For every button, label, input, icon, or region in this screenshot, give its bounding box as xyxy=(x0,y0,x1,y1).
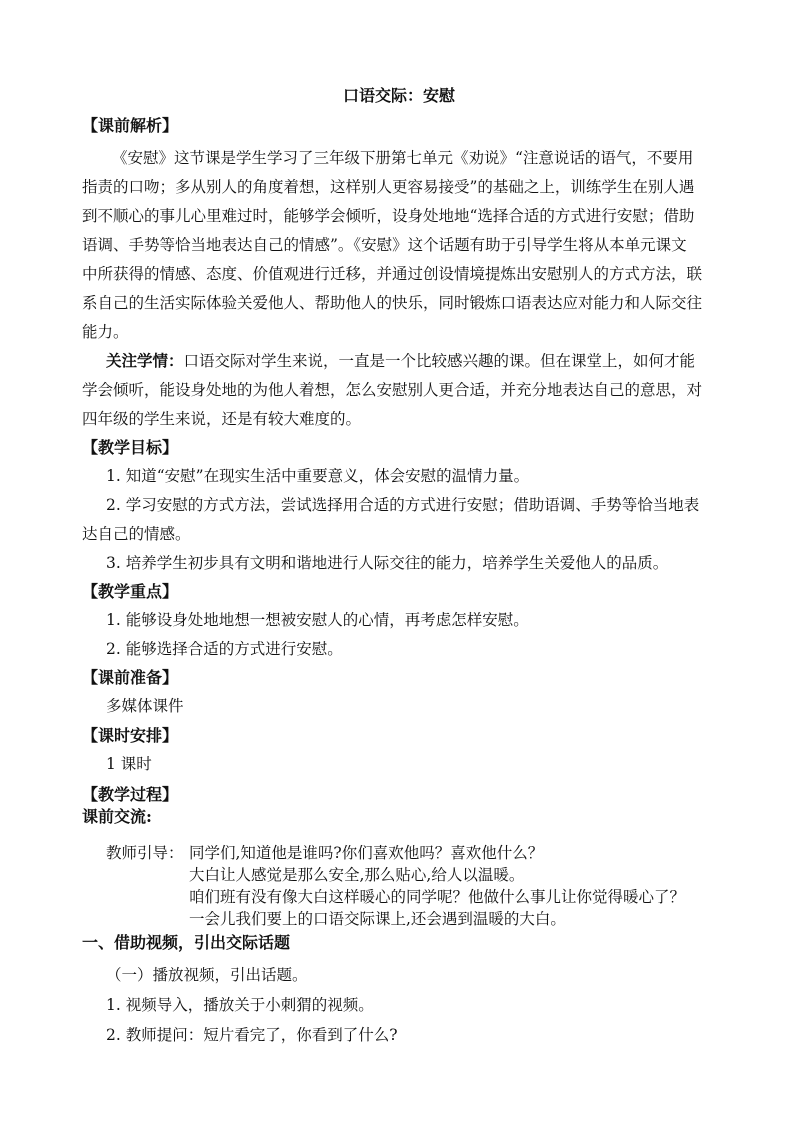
teacher-line: 大白让人感觉是那么安全,那么贴心,给人以温暖。 xyxy=(189,866,525,884)
focus-text: 口语交际对学生来说，一直是一个比较感兴趣的课。但在课堂上，如何才能 xyxy=(183,352,696,370)
part1-item: （一）播放视频，引出话题。 xyxy=(106,966,308,984)
paragraph-line: 语调、手势等恰当地表达自己的情感”。《安慰》这个话题有助于引导学生将从本单元课文 xyxy=(82,236,687,254)
page-title: 口语交际：安慰 xyxy=(343,86,456,105)
schedule-text: 1 课时 xyxy=(106,755,152,773)
paragraph-line: 系自己的生活实际体验关爱他人、帮助他人的快乐，同时锻炼口语表达应对能力和人际交往 xyxy=(82,294,703,312)
heading-pre-analysis: 【课前解析】 xyxy=(82,116,179,135)
paragraph-line: 学会倾听，能设身处地的为他人着想，怎么安慰别人更合适，并充分地表达自己的意思，对 xyxy=(82,381,703,399)
paragraph-line: 指责的口吻；多从别人的角度着想，这样别人更容易接受”的基础之上，训练学生在别人遇 xyxy=(82,178,695,196)
paragraph-line: 四年级的学生来说，还是有较大难度的。 xyxy=(82,410,362,428)
key-point-item: 2. 能够选择合适的方式进行安慰。 xyxy=(106,640,343,658)
paragraph-line: 到不顺心的事儿心里难过时，能够学会倾听，设身处地地“选择合适的方式进行安慰；借助 xyxy=(82,207,695,225)
teacher-line: 同学们,知道他是谁吗?你们喜欢他吗？喜欢他什么？ xyxy=(189,844,544,862)
paragraph-line: 能力。 xyxy=(82,323,129,341)
heading-preparation: 【课前准备】 xyxy=(82,668,179,687)
teacher-line: 一会儿我们要上的口语交际课上,还会遇到温暖的大白。 xyxy=(189,910,566,928)
heading-process: 【教学过程】 xyxy=(82,785,179,804)
paragraph-line: 《安慰》这节课是学生学习了三年级下册第七单元《劝说》“注意说话的语气，不要用 xyxy=(112,149,694,167)
preparation-text: 多媒体课件 xyxy=(106,697,184,715)
part1-heading: 一、借助视频，引出交际话题 xyxy=(82,933,291,952)
heading-goals: 【教学目标】 xyxy=(82,438,179,457)
key-point-item: 1. 能够设身处地地想一想被安慰人的心情，再考虑怎样安慰。 xyxy=(106,611,529,629)
goal-item: 1. 知道“安慰”在现实生活中重要意义，体会安慰的温情力量。 xyxy=(106,467,530,485)
paragraph-line xyxy=(106,351,695,371)
paragraph-line: 中所获得的情感、态度、价值观进行迁移，并通过创设情境提炼出安慰别人的方式方法，联 xyxy=(82,265,703,283)
heading-schedule: 【课时安排】 xyxy=(82,726,179,745)
part1-item: 1. 视频导入，播放关于小刺猬的视频。 xyxy=(106,996,374,1014)
heading-key-points: 【教学重点】 xyxy=(82,582,179,601)
teacher-line: 咱们班有没有像大白这样暖心的同学呢？他做什么事儿让你觉得暖心了？ xyxy=(189,888,686,906)
goal-item: 2. 学习安慰的方式方法，尝试选择用合适的方式进行安慰；借助语调、手势等恰当地表 xyxy=(106,496,700,514)
sub-heading-pre-talk: 课前交流: xyxy=(82,807,152,826)
goal-item: 3. 培养学生初步具有文明和谐地进行人际交往的能力，培养学生关爱他人的品质。 xyxy=(106,554,669,572)
goal-item: 达自己的情感。 xyxy=(82,525,191,543)
teacher-label: 教师引导： xyxy=(106,844,184,862)
focus-label: 关注学情： xyxy=(106,351,184,370)
part1-item: 2. 教师提问：短片看完了，你看到了什么? xyxy=(106,1026,398,1044)
